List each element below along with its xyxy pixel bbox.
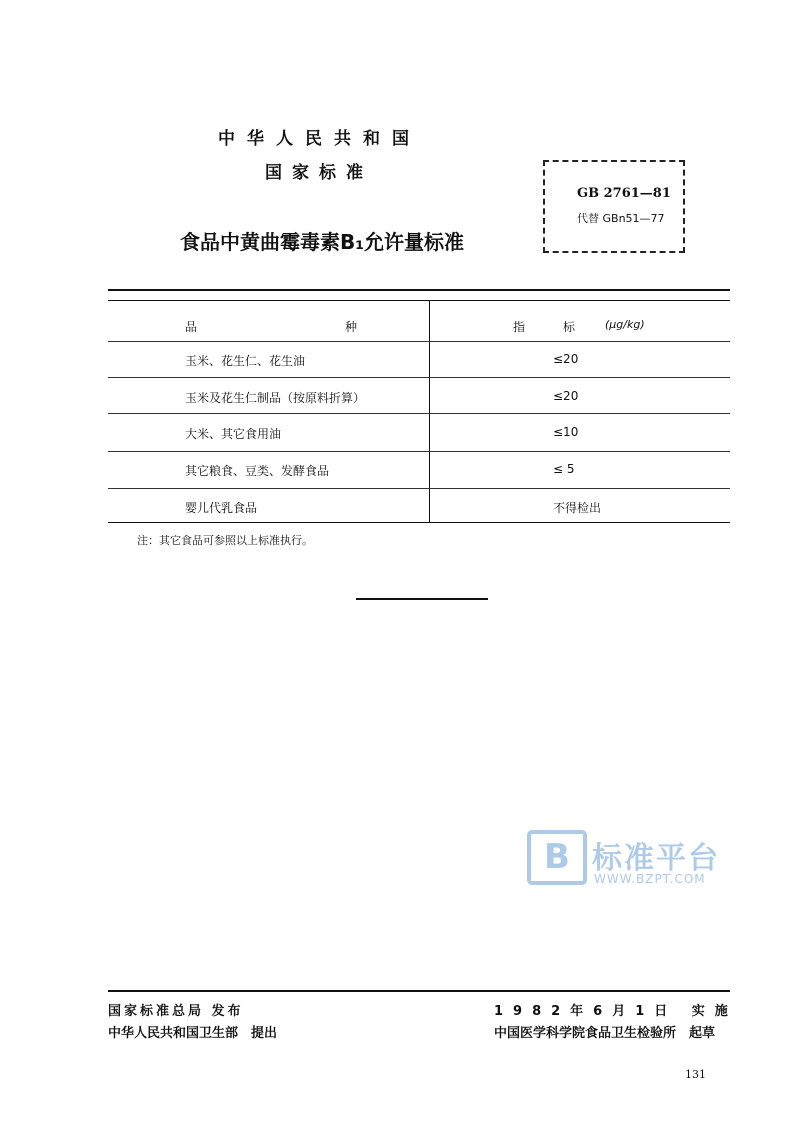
country-heading: 中华人民共和国 xyxy=(218,129,421,149)
footer-drafter: 中国医学科学院食品卫生检验所 起草 xyxy=(494,1026,716,1041)
column-header-unit: (μg/kg) xyxy=(605,318,645,331)
page-number: 131 xyxy=(685,1068,706,1081)
column-header-item-a: 品 xyxy=(185,320,198,334)
table-row-divider xyxy=(108,377,730,378)
watermark-logo-icon: B xyxy=(527,830,587,885)
table-row-value: ≤10 xyxy=(553,425,579,439)
table-row-item: 其它粮食、豆类、发酵食品 xyxy=(185,464,330,478)
watermark-url: WWW.BZPT.COM xyxy=(594,872,706,886)
table-row-divider xyxy=(108,413,730,414)
table-row-divider xyxy=(108,488,730,489)
table-row-item: 婴儿代乳食品 xyxy=(185,501,258,515)
footer-rule xyxy=(108,990,730,992)
watermark-text: 标准平台 xyxy=(592,841,720,876)
footer-proposer: 中华人民共和国卫生部 提出 xyxy=(108,1026,278,1041)
table-row-value: ≤20 xyxy=(553,389,579,403)
table-row-item: 玉米、花生仁、花生油 xyxy=(185,354,306,368)
table-bottom-rule xyxy=(108,522,730,523)
column-header-item-b: 种 xyxy=(345,320,358,334)
column-header-limit-a: 指 xyxy=(513,320,526,334)
footer-effective-date: 1982年6月1日 实施 xyxy=(494,1004,738,1019)
table-top-rule-thin xyxy=(108,300,730,301)
table-note: 注：其它食品可参照以上标准执行。 xyxy=(137,534,313,547)
table-row-value: ≤ 5 xyxy=(553,462,575,476)
table-row-item: 玉米及花生仁制品（按原料折算） xyxy=(185,391,366,405)
table-row-item: 大米、其它食用油 xyxy=(185,427,282,441)
table-row-divider xyxy=(108,451,730,452)
replaces-code: 代替 GBn51—77 xyxy=(577,212,665,225)
table-row-value: ≤20 xyxy=(553,352,579,366)
table-row-divider xyxy=(108,341,730,342)
table-top-rule xyxy=(108,289,730,291)
table-row-value: 不得检出 xyxy=(553,501,602,515)
footer-issuer: 国家标准总局 发布 xyxy=(108,1004,244,1019)
standard-code-box xyxy=(543,160,685,253)
document-title: 食品中黄曲霉毒素B₁允许量标准 xyxy=(180,230,465,254)
standard-code: GB 2761—81 xyxy=(577,186,671,201)
column-header-limit-b: 标 xyxy=(563,320,576,334)
end-of-text-rule xyxy=(356,598,488,600)
standard-type-heading: 国家标准 xyxy=(265,163,373,183)
